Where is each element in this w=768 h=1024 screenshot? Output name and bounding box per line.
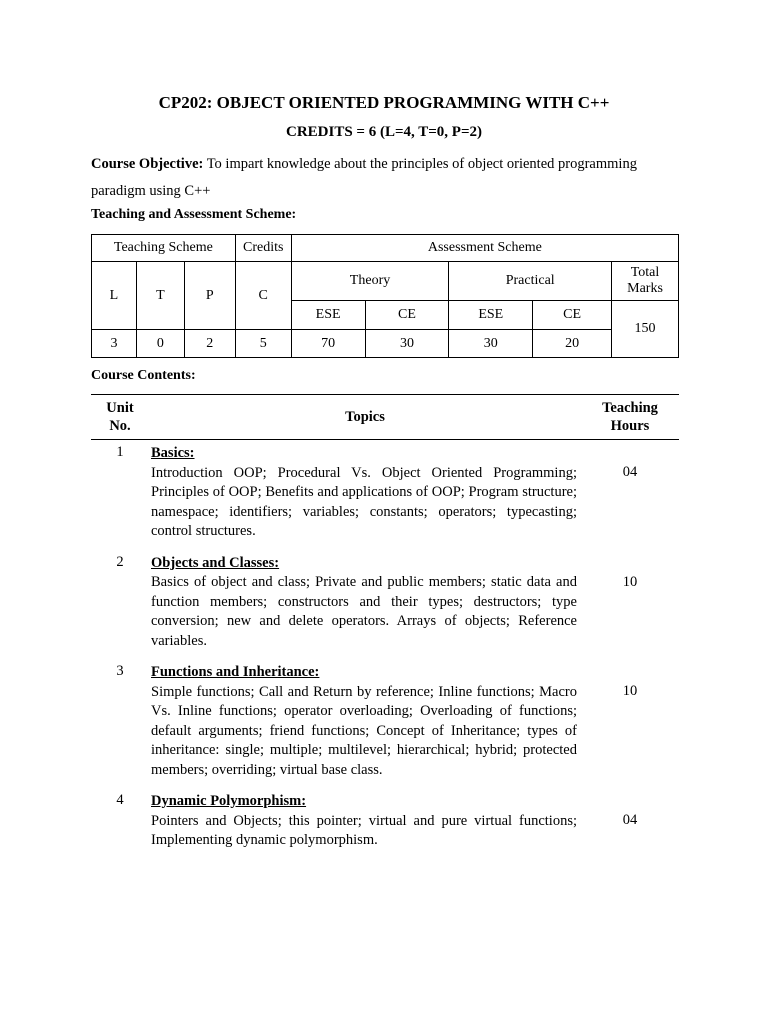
practical-header: Practical	[449, 262, 612, 301]
table-row	[91, 659, 679, 788]
unit-description: Basics of object and class; Private and public members; static data and function members; constructors and their types; destructors; type conversion; new and delete operators. Arrays of objects; Reference variables.	[151, 574, 577, 649]
unit-title: Dynamic Polymorphism:	[151, 793, 307, 809]
unit-topic	[149, 440, 581, 550]
practical-ce-header: CE	[533, 301, 612, 330]
course-objective-text-1: To impart knowledge about the principles of object oriented programming	[203, 156, 637, 172]
teaching-scheme-header: Teaching Scheme	[92, 235, 236, 262]
credits-line: CREDITS = 6 (L=4, T=0, P=2)	[285, 124, 483, 140]
table-row	[91, 550, 679, 660]
unit-hours-value: 10	[622, 683, 638, 699]
total-marks-header: Total Marks	[612, 262, 679, 301]
p-header: P	[184, 262, 235, 330]
l-value: 3	[92, 330, 137, 358]
unit-description: Pointers and Objects; this pointer; virtual and pure virtual functions; Implementing dynamic polymorphism.	[151, 812, 577, 848]
theory-ce-value: 30	[365, 330, 449, 358]
table-row	[91, 788, 679, 859]
teaching-assessment-table	[91, 234, 679, 358]
table-row	[91, 440, 679, 550]
course-contents-heading: Course Contents:	[91, 368, 196, 383]
unit-hours-value: 04	[622, 812, 638, 828]
unit-no-header	[91, 395, 149, 440]
unit-topic	[149, 788, 581, 859]
unit-hours-value: 10	[622, 573, 638, 590]
unit-description: Introduction OOP; Procedural Vs. Object Oriented Programming; Principles of OOP; Benefits and applications of OOP; Program structure; namespace; identifiers; variables; constants; operators; typecasting; control structures.	[151, 464, 577, 539]
unit-number: 1	[116, 444, 124, 460]
unit-topic	[149, 550, 581, 660]
teaching-assessment-heading: Teaching and Assessment Scheme:	[91, 207, 297, 222]
unit-topic	[149, 659, 581, 788]
teaching-hours-header-text: Teaching Hours	[602, 400, 658, 434]
practical-ese-value: 30	[449, 330, 533, 358]
unit-number: 2	[116, 553, 124, 570]
unit-hours	[581, 788, 679, 859]
teaching-hours-header	[581, 395, 679, 440]
course-contents-table	[91, 394, 679, 859]
course-objective-text-2: paradigm using C++	[91, 183, 211, 199]
theory-ese-value: 70	[291, 330, 365, 358]
l-header: L	[92, 262, 137, 330]
unit-no-header-text: Unit No.	[106, 400, 134, 434]
unit-hours	[581, 659, 679, 788]
assessment-scheme-header: Assessment Scheme	[291, 235, 678, 262]
theory-ese-header: ESE	[291, 301, 365, 330]
t-value: 0	[136, 330, 184, 358]
course-objective-label: Course Objective:	[91, 156, 204, 172]
t-header: T	[136, 262, 184, 330]
unit-number: 4	[116, 792, 124, 808]
unit-hours	[581, 550, 679, 660]
unit-number: 3	[116, 663, 124, 679]
credits-header: Credits	[235, 235, 291, 262]
theory-ce-header: CE	[365, 301, 449, 330]
c-header: C	[235, 262, 291, 330]
topics-header: Topics	[149, 395, 581, 440]
unit-title: Basics:	[151, 445, 195, 461]
unit-title: Objects and Classes:	[151, 554, 280, 571]
page-title: CP202: OBJECT ORIENTED PROGRAMMING WITH C++	[158, 93, 610, 112]
unit-hours-value: 04	[622, 464, 638, 480]
p-value: 2	[184, 330, 235, 358]
theory-header: Theory	[291, 262, 449, 301]
practical-ese-header: ESE	[449, 301, 533, 330]
practical-ce-value: 20	[533, 330, 612, 358]
unit-title: Functions and Inheritance:	[151, 664, 320, 680]
course-objective	[91, 151, 691, 205]
total-marks-value: 150	[612, 301, 679, 358]
c-value: 5	[235, 330, 291, 358]
unit-description: Simple functions; Call and Return by reference; Inline functions; Macro Vs. Inline functions; operator overloading; Overloading of functions; default arguments; friend functions; Concept of Inheritance; types of inheritance: single; multiple; multilevel; hierarchical; hybrid; protected members; overriding; virtual base class.	[151, 683, 577, 778]
unit-hours	[581, 440, 679, 550]
